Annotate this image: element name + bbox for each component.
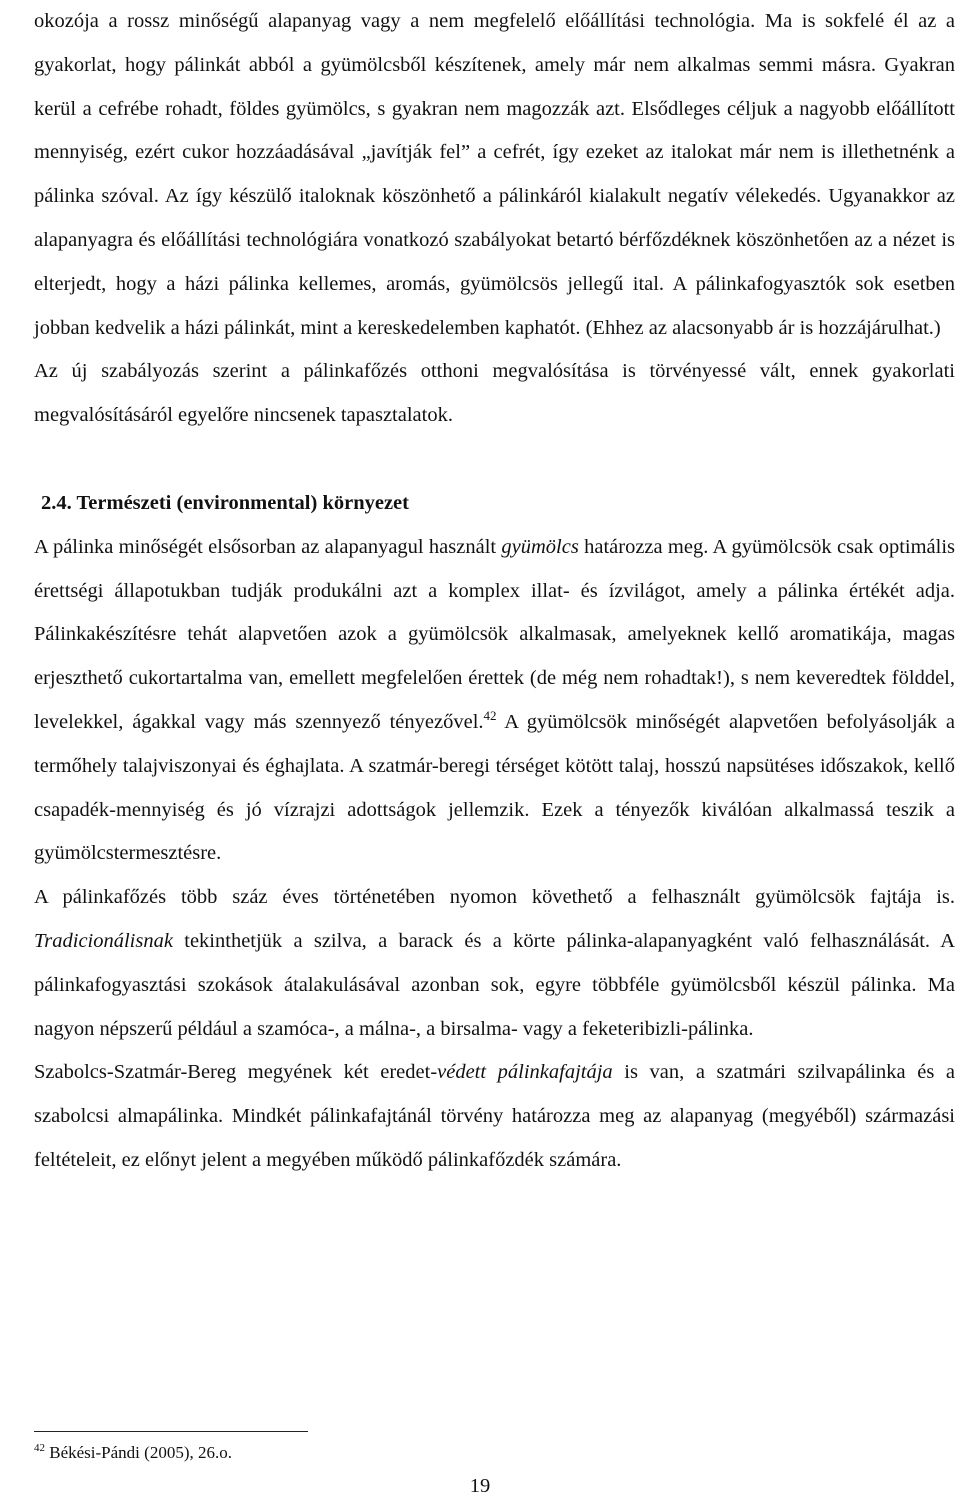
footnote	[34, 1441, 232, 1465]
paragraph-low-quality-palinka: okozója a rossz minőségű alapanyag vagy a nem megfelelő előállítási technológia. Ma is sokfelé él az a gyakorlat, hogy pálinkát abból a gyümölcsből készítenek, amely már nem alkalmas semmi másra. Gyakran kerül a cefrébe rohadt, földes gyümölcs, s gyakran nem magozzák azt. Elsődleges céljuk a nagyobb előállított mennyiség, ezért cukor hozzáadásával „javítják fel” a cefrét, így ezeket az italokat már nem is illethetnénk a pálinka szóval. Az így készülő italoknak köszönhető a pálinkáról kialakult negatív vélekedés. Ugyanakkor az alapanyagra és előállítási technológiára vonatkozó szabályokat betartó bérfőzdéknek köszönhetően az a nézet is elterjedt, hogy a házi pálinka kellemes, aromás, gyümölcsös jellegű ital. A pálinkafogyasztók sok esetben jobban kedvelik a házi pálinkát, mint a kereskedelemben kaphatót. (Ehhez az alacsonyabb ár is hozzájárulhat.)	[34, 10, 955, 339]
footnote-text: Békési-Pándi (2005), 26.o.	[45, 1443, 232, 1462]
spacer	[34, 438, 955, 482]
section-number: 2.4.	[41, 491, 72, 514]
paragraph-fruit-varieties: A pálinkafőzés több száz éves történetében nyomon követhető a felhasznált gyümölcsök fajtája is. Tradicionálisnak tekinthetjük a szilva, a barack és a körte pálinka-alapanyagként való felhasználását. A pálinkafogyasztási szokások átalakulásával azonban sok, egyre többféle gyümölcsből készül pálinka. Ma nagyon népszerű például a szamóca-, a málna-, a birsalma- vagy a feketeribizli-pálinka.	[34, 886, 955, 1040]
document-page	[34, 0, 955, 1183]
emphasis-gyumolcs: gyümölcs	[501, 535, 579, 558]
section-heading	[34, 482, 955, 526]
footnote-number: 42	[34, 1442, 45, 1454]
footnote-separator	[34, 1431, 308, 1432]
section-title: Természeti (environmental) környezet	[76, 491, 409, 514]
emphasis-vedett-palinkafajtaja: védett pálinkafajtája	[437, 1061, 613, 1084]
paragraph-fruit-quality: A pálinka minőségét elsősorban az alapanyagul használt gyümölcs határozza meg. A gyümölcsök csak optimális érettségi állapotukban tudják produkálni azt a komplex illat- és ízvilágot, amely a pálinka értékét adja. Pálinkakészítésre tehát alapvetően azok a gyümölcsök alkalmasak, amelyeknek kellő aromatikája, magas erjeszthető cukortartalma van, emellett megfelelően érettek (de még nem rohadtak!), s nem keveredtek földdel, levelekkel, ágakkal vagy más szennyező tényezővel.$^{42}$ A gyümölcsök minőségét alapvetően befolyásolják a termőhely talajviszonyai és éghajlata. A szatmár-beregi térséget kötött talaj, hosszú napsütéses időszakok, kellő csapadék-mennyiség és jó vízrajzi adottságok jellemzik. Ezek a tényezők kiválóan alkalmassá teszik a gyümölcstermesztésre.	[34, 535, 955, 865]
footnote-reference[interactable]: 42	[483, 707, 497, 723]
page-number: 19	[469, 1475, 491, 1497]
paragraph-new-regulation: Az új szabályozás szerint a pálinkafőzés otthoni megvalósítása is törvényessé vált, ennek gyakorlati megvalósításáról egyelőre nincsenek tapasztalatok.	[34, 360, 955, 427]
emphasis-tradicionalisnak: Tradicionálisnak	[34, 929, 173, 952]
body-text	[34, 0, 955, 1183]
paragraph-protected-varieties: Szabolcs-Szatmár-Bereg megyének két eredet-védett pálinkafajtája is van, a szatmári szilvapálinka és a szabolcsi almapálinka. Mindkét pálinkafajtánál törvény határozza meg az alapanyag (megyéből) származási feltételeit, ez előnyt jelent a megyében működő pálinkafőzdék számára.	[34, 1061, 955, 1171]
